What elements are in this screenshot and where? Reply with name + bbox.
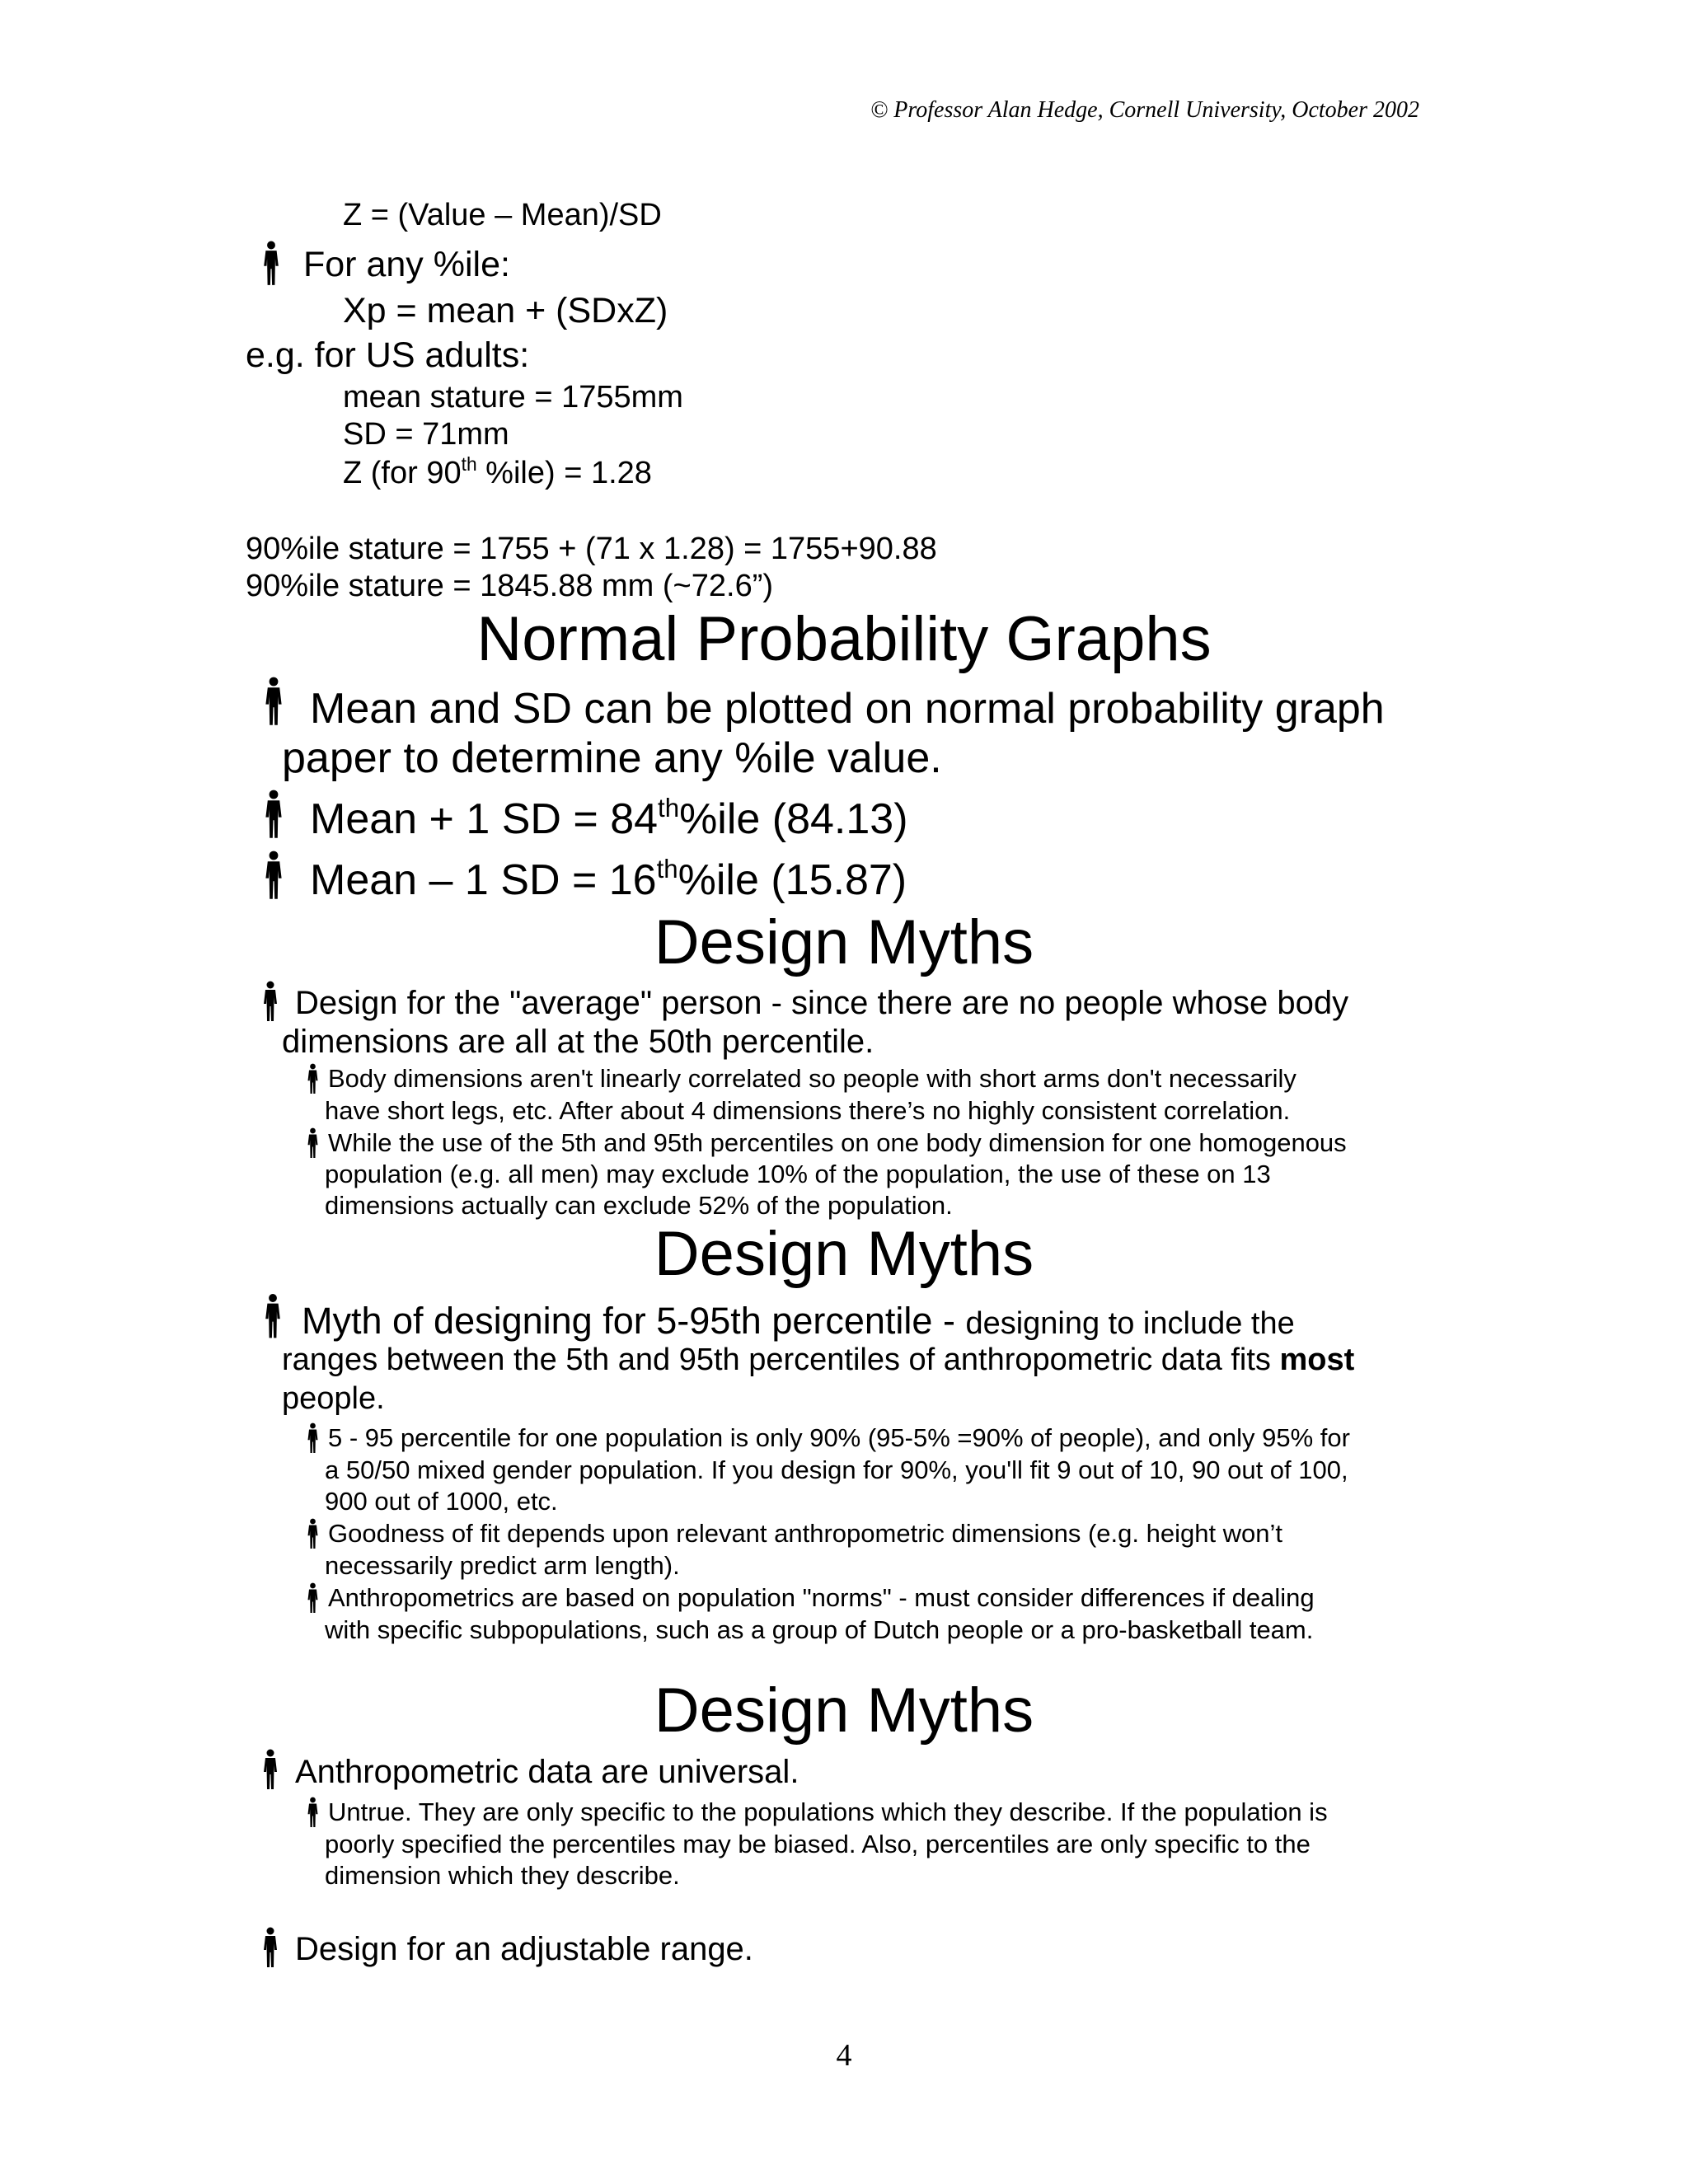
myths3-sub-1-line-1: Untrue. They are only specific to the populations which they describe. If the population is [328,1797,1328,1826]
person-bullet-icon [307,1582,319,1614]
section-title-design-myths-1: Design Myths [654,907,1034,977]
myths1-sub-2-line-1: While the use of the 5th and 95th percentiles on one body dimension for one homogenous [328,1128,1347,1157]
person-bullet-icon [264,850,284,901]
section-title-normal-probability: Normal Probability Graphs [476,604,1212,674]
myths2-sub-1-line-2: a 50/50 mixed gender population. If you design for 90%, you'll fit 9 out of 10, 90 out of 100, [325,1455,1348,1484]
myths2-bullet-1-line-1: Myth of designing for 5-95th percentile - designing to include the [302,1300,1295,1342]
person-bullet-icon [307,1063,319,1094]
person-bullet-icon [264,789,284,840]
myths2-sub-3-line-1: Anthropometrics are based on population "norms" - must consider differences if dealing [328,1583,1315,1612]
sd-value: SD = 71mm [343,417,509,452]
myths3-sub-1-line-2: poorly specified the percentiles may be biased. Also, percentiles are only specific to the [325,1830,1311,1858]
myths1-sub-2-line-3: dimensions actually can exclude 52% of the population. [325,1191,953,1220]
section-title-design-myths-3: Design Myths [654,1675,1034,1746]
myths1-sub-2-line-2: population (e.g. all men) may exclude 10% of the population, the use of these on 13 [325,1160,1271,1188]
myths2-bullet-1-line-3: people. [282,1381,385,1416]
page-number: 4 [836,2038,852,2073]
myths3-bullet-2: Design for an adjustable range. [295,1931,753,1967]
myths1-sub-1-line-1: Body dimensions aren't linearly correlated so people with short arms don't necessarily [328,1064,1296,1093]
myths1-bullet-1-line-1: Design for the "average" person - since there are no people whose body [295,985,1349,1021]
person-bullet-icon [307,1518,319,1549]
myths2-sub-1-line-3: 900 out of 1000, etc. [325,1487,558,1516]
myths2-sub-2-line-1: Goodness of fit depends upon relevant anthropometric dimensions (e.g. height won’t [328,1519,1283,1548]
example-label: e.g. for US adults: [246,335,530,375]
stature-calc-2: 90%ile stature = 1845.88 mm (~72.6”) [246,569,774,603]
myths1-bullet-1-line-2: dimensions are all at the 50th percentile. [282,1024,874,1060]
myths2-bullet-1-line-2: ranges between the 5th and 95th percentiles of anthropometric data fits most [282,1343,1355,1377]
person-bullet-icon [307,1797,319,1828]
myths1-sub-1-line-2: have short legs, etc. After about 4 dimensions there’s no highly consistent correlation. [325,1096,1291,1125]
person-bullet-icon [264,676,284,727]
person-bullet-icon [262,1749,279,1790]
myths3-bullet-1: Anthropometric data are universal. [295,1754,799,1790]
stature-calc-1: 90%ile stature = 1755 + (71 x 1.28) = 1755+90.88 [246,532,937,566]
z-definition: Z = (Value – Mean)/SD [343,198,662,232]
section-title-design-myths-2: Design Myths [654,1219,1034,1289]
mean-stature: mean stature = 1755mm [343,380,683,415]
any-percentile-label: For any %ile: [303,245,510,284]
person-bullet-icon [264,1292,282,1340]
xp-formula: Xp = mean + (SDxZ) [343,291,668,330]
person-bullet-icon [262,981,279,1022]
person-bullet-icon [307,1127,319,1159]
copyright-header: © Professor Alan Hedge, Cornell University, October 2002 [870,97,1419,123]
npg-bullet-2: Mean + 1 SD = 84th%ile (84.13) [310,794,908,843]
person-bullet-icon [262,241,280,286]
myths3-sub-1-line-3: dimension which they describe. [325,1861,680,1890]
z90-line: Z (for 90th %ile) = 1.28 [343,453,652,490]
npg-bullet-3: Mean – 1 SD = 16th%ile (15.87) [310,855,907,904]
person-bullet-icon [307,1422,319,1454]
myths2-sub-2-line-2: necessarily predict arm length). [325,1551,680,1580]
person-bullet-icon [262,1927,279,1968]
npg-bullet-1-line-2: paper to determine any %ile value. [282,734,942,782]
myths2-sub-1-line-1: 5 - 95 percentile for one population is only 90% (95-5% =90% of people), and only 95% for [328,1423,1350,1452]
npg-bullet-1-line-1: Mean and SD can be plotted on normal probability graph [310,685,1385,733]
myths2-sub-3-line-2: with specific subpopulations, such as a group of Dutch people or a pro-basketball team. [325,1615,1314,1644]
